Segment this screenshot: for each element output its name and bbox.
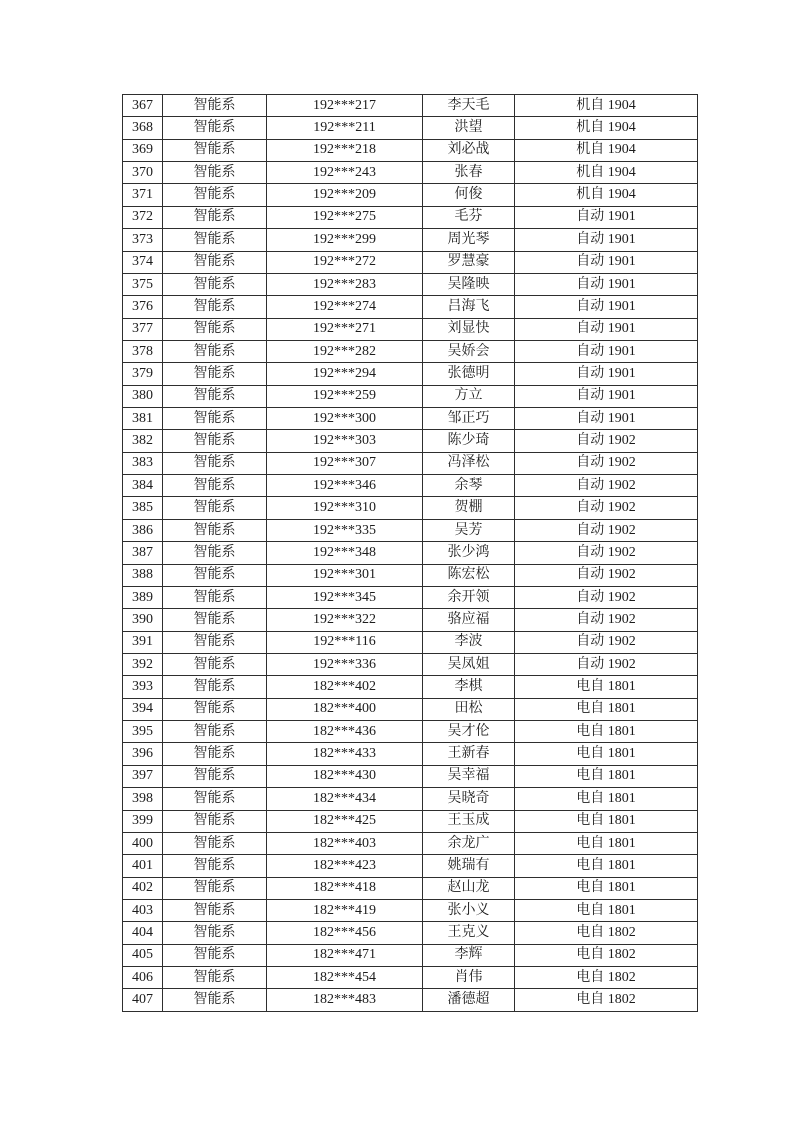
cell-row-number: 407 bbox=[123, 989, 163, 1012]
cell-department: 智能系 bbox=[163, 698, 267, 720]
cell-department: 智能系 bbox=[163, 519, 267, 541]
cell-department: 智能系 bbox=[163, 743, 267, 765]
cell-department: 智能系 bbox=[163, 363, 267, 385]
cell-class: 电自 1802 bbox=[515, 944, 698, 966]
table-row bbox=[123, 810, 698, 832]
cell-student-id: 182***456 bbox=[267, 922, 423, 944]
table-row bbox=[123, 296, 698, 318]
student-roster-body bbox=[123, 95, 698, 1012]
cell-class: 电自 1801 bbox=[515, 899, 698, 921]
table-row bbox=[123, 944, 698, 966]
cell-student-name: 刘必战 bbox=[423, 139, 515, 161]
cell-department: 智能系 bbox=[163, 273, 267, 295]
cell-student-id: 192***283 bbox=[267, 273, 423, 295]
cell-student-id: 192***299 bbox=[267, 229, 423, 251]
cell-class: 自动 1901 bbox=[515, 318, 698, 340]
cell-student-name: 李天毛 bbox=[423, 95, 515, 117]
cell-row-number: 379 bbox=[123, 363, 163, 385]
cell-row-number: 388 bbox=[123, 564, 163, 586]
table-row bbox=[123, 318, 698, 340]
cell-department: 智能系 bbox=[163, 430, 267, 452]
cell-class: 电自 1801 bbox=[515, 698, 698, 720]
table-row bbox=[123, 899, 698, 921]
table-row bbox=[123, 251, 698, 273]
cell-department: 智能系 bbox=[163, 408, 267, 430]
cell-student-id: 192***301 bbox=[267, 564, 423, 586]
cell-student-id: 192***336 bbox=[267, 653, 423, 675]
cell-student-name: 李辉 bbox=[423, 944, 515, 966]
cell-department: 智能系 bbox=[163, 564, 267, 586]
cell-class: 电自 1802 bbox=[515, 989, 698, 1012]
cell-student-name: 冯泽松 bbox=[423, 452, 515, 474]
cell-class: 电自 1801 bbox=[515, 721, 698, 743]
table-row bbox=[123, 855, 698, 877]
cell-class: 自动 1902 bbox=[515, 653, 698, 675]
cell-student-id: 182***471 bbox=[267, 944, 423, 966]
table-row bbox=[123, 922, 698, 944]
cell-student-name: 吴凤姐 bbox=[423, 653, 515, 675]
cell-row-number: 395 bbox=[123, 721, 163, 743]
cell-row-number: 399 bbox=[123, 810, 163, 832]
cell-row-number: 402 bbox=[123, 877, 163, 899]
cell-student-id: 192***275 bbox=[267, 206, 423, 228]
cell-student-id: 192***300 bbox=[267, 408, 423, 430]
table-row bbox=[123, 631, 698, 653]
table-row bbox=[123, 877, 698, 899]
cell-row-number: 373 bbox=[123, 229, 163, 251]
cell-student-id: 192***303 bbox=[267, 430, 423, 452]
cell-student-id: 192***274 bbox=[267, 296, 423, 318]
cell-row-number: 375 bbox=[123, 273, 163, 295]
cell-row-number: 400 bbox=[123, 832, 163, 854]
cell-department: 智能系 bbox=[163, 989, 267, 1012]
cell-class: 机自 1904 bbox=[515, 95, 698, 117]
cell-student-id: 192***322 bbox=[267, 609, 423, 631]
table-row bbox=[123, 452, 698, 474]
cell-department: 智能系 bbox=[163, 765, 267, 787]
cell-department: 智能系 bbox=[163, 877, 267, 899]
cell-class: 机自 1904 bbox=[515, 184, 698, 206]
table-row bbox=[123, 408, 698, 430]
cell-row-number: 398 bbox=[123, 788, 163, 810]
cell-student-id: 192***345 bbox=[267, 586, 423, 608]
cell-row-number: 378 bbox=[123, 340, 163, 362]
cell-class: 自动 1901 bbox=[515, 408, 698, 430]
cell-row-number: 387 bbox=[123, 542, 163, 564]
cell-row-number: 370 bbox=[123, 162, 163, 184]
cell-row-number: 386 bbox=[123, 519, 163, 541]
cell-department: 智能系 bbox=[163, 542, 267, 564]
cell-row-number: 393 bbox=[123, 676, 163, 698]
cell-class: 自动 1902 bbox=[515, 519, 698, 541]
cell-department: 智能系 bbox=[163, 967, 267, 989]
table-row bbox=[123, 967, 698, 989]
cell-row-number: 380 bbox=[123, 385, 163, 407]
cell-student-name: 吴隆映 bbox=[423, 273, 515, 295]
table-row bbox=[123, 765, 698, 787]
cell-student-id: 182***454 bbox=[267, 967, 423, 989]
cell-department: 智能系 bbox=[163, 340, 267, 362]
cell-department: 智能系 bbox=[163, 832, 267, 854]
cell-student-name: 田松 bbox=[423, 698, 515, 720]
cell-row-number: 403 bbox=[123, 899, 163, 921]
cell-department: 智能系 bbox=[163, 452, 267, 474]
table-row bbox=[123, 497, 698, 519]
cell-student-name: 张德明 bbox=[423, 363, 515, 385]
cell-row-number: 401 bbox=[123, 855, 163, 877]
cell-student-id: 192***271 bbox=[267, 318, 423, 340]
cell-student-name: 毛芬 bbox=[423, 206, 515, 228]
cell-student-name: 余琴 bbox=[423, 475, 515, 497]
cell-class: 机自 1904 bbox=[515, 162, 698, 184]
cell-student-name: 刘显快 bbox=[423, 318, 515, 340]
cell-department: 智能系 bbox=[163, 139, 267, 161]
cell-row-number: 381 bbox=[123, 408, 163, 430]
cell-department: 智能系 bbox=[163, 497, 267, 519]
cell-class: 自动 1902 bbox=[515, 430, 698, 452]
cell-class: 机自 1904 bbox=[515, 139, 698, 161]
cell-student-id: 192***218 bbox=[267, 139, 423, 161]
cell-row-number: 406 bbox=[123, 967, 163, 989]
table-row bbox=[123, 475, 698, 497]
cell-class: 自动 1902 bbox=[515, 542, 698, 564]
cell-student-name: 邹正巧 bbox=[423, 408, 515, 430]
cell-class: 自动 1902 bbox=[515, 564, 698, 586]
cell-student-id: 182***403 bbox=[267, 832, 423, 854]
cell-department: 智能系 bbox=[163, 117, 267, 139]
cell-student-name: 王克义 bbox=[423, 922, 515, 944]
cell-student-name: 潘德超 bbox=[423, 989, 515, 1012]
cell-student-id: 192***310 bbox=[267, 497, 423, 519]
cell-class: 电自 1801 bbox=[515, 810, 698, 832]
cell-student-id: 192***243 bbox=[267, 162, 423, 184]
cell-student-name: 吴芳 bbox=[423, 519, 515, 541]
cell-row-number: 368 bbox=[123, 117, 163, 139]
cell-department: 智能系 bbox=[163, 810, 267, 832]
cell-student-id: 192***209 bbox=[267, 184, 423, 206]
cell-student-id: 182***483 bbox=[267, 989, 423, 1012]
cell-student-id: 182***430 bbox=[267, 765, 423, 787]
cell-student-id: 182***423 bbox=[267, 855, 423, 877]
cell-class: 自动 1901 bbox=[515, 206, 698, 228]
cell-student-name: 张少鸿 bbox=[423, 542, 515, 564]
cell-row-number: 382 bbox=[123, 430, 163, 452]
cell-row-number: 374 bbox=[123, 251, 163, 273]
cell-class: 电自 1801 bbox=[515, 765, 698, 787]
cell-student-name: 骆应福 bbox=[423, 609, 515, 631]
cell-row-number: 377 bbox=[123, 318, 163, 340]
cell-student-id: 192***307 bbox=[267, 452, 423, 474]
table-row bbox=[123, 184, 698, 206]
cell-student-name: 张小义 bbox=[423, 899, 515, 921]
cell-student-name: 周光琴 bbox=[423, 229, 515, 251]
table-row bbox=[123, 430, 698, 452]
cell-student-id: 182***400 bbox=[267, 698, 423, 720]
table-row bbox=[123, 385, 698, 407]
cell-row-number: 384 bbox=[123, 475, 163, 497]
cell-class: 电自 1801 bbox=[515, 877, 698, 899]
cell-department: 智能系 bbox=[163, 318, 267, 340]
cell-row-number: 385 bbox=[123, 497, 163, 519]
table-row bbox=[123, 519, 698, 541]
cell-student-name: 方立 bbox=[423, 385, 515, 407]
table-row bbox=[123, 273, 698, 295]
cell-student-name: 余开领 bbox=[423, 586, 515, 608]
table-row bbox=[123, 542, 698, 564]
cell-class: 电自 1801 bbox=[515, 855, 698, 877]
cell-department: 智能系 bbox=[163, 788, 267, 810]
cell-student-name: 张春 bbox=[423, 162, 515, 184]
cell-student-id: 182***425 bbox=[267, 810, 423, 832]
cell-student-name: 陈宏松 bbox=[423, 564, 515, 586]
cell-student-name: 吕海飞 bbox=[423, 296, 515, 318]
cell-row-number: 367 bbox=[123, 95, 163, 117]
cell-class: 自动 1902 bbox=[515, 631, 698, 653]
table-row bbox=[123, 206, 698, 228]
cell-row-number: 383 bbox=[123, 452, 163, 474]
cell-class: 自动 1902 bbox=[515, 609, 698, 631]
cell-row-number: 371 bbox=[123, 184, 163, 206]
cell-student-id: 192***335 bbox=[267, 519, 423, 541]
cell-student-id: 192***272 bbox=[267, 251, 423, 273]
table-row bbox=[123, 743, 698, 765]
cell-class: 自动 1901 bbox=[515, 296, 698, 318]
cell-row-number: 376 bbox=[123, 296, 163, 318]
cell-student-name: 陈少琦 bbox=[423, 430, 515, 452]
cell-class: 自动 1902 bbox=[515, 586, 698, 608]
cell-student-id: 192***259 bbox=[267, 385, 423, 407]
cell-class: 机自 1904 bbox=[515, 117, 698, 139]
cell-row-number: 372 bbox=[123, 206, 163, 228]
cell-student-name: 吴晓奇 bbox=[423, 788, 515, 810]
cell-student-name: 李棋 bbox=[423, 676, 515, 698]
cell-student-name: 余龙广 bbox=[423, 832, 515, 854]
table-row bbox=[123, 139, 698, 161]
cell-student-name: 洪望 bbox=[423, 117, 515, 139]
cell-student-name: 吴才伦 bbox=[423, 721, 515, 743]
table-row bbox=[123, 162, 698, 184]
cell-row-number: 397 bbox=[123, 765, 163, 787]
cell-row-number: 396 bbox=[123, 743, 163, 765]
cell-student-id: 192***116 bbox=[267, 631, 423, 653]
cell-class: 电自 1801 bbox=[515, 743, 698, 765]
cell-student-id: 182***402 bbox=[267, 676, 423, 698]
table-row bbox=[123, 564, 698, 586]
cell-department: 智能系 bbox=[163, 653, 267, 675]
cell-department: 智能系 bbox=[163, 162, 267, 184]
cell-department: 智能系 bbox=[163, 944, 267, 966]
table-row bbox=[123, 609, 698, 631]
table-row bbox=[123, 832, 698, 854]
cell-department: 智能系 bbox=[163, 229, 267, 251]
cell-student-id: 192***294 bbox=[267, 363, 423, 385]
cell-department: 智能系 bbox=[163, 385, 267, 407]
cell-class: 电自 1802 bbox=[515, 967, 698, 989]
cell-row-number: 404 bbox=[123, 922, 163, 944]
cell-student-name: 肖伟 bbox=[423, 967, 515, 989]
cell-department: 智能系 bbox=[163, 475, 267, 497]
table-row bbox=[123, 117, 698, 139]
cell-student-id: 192***211 bbox=[267, 117, 423, 139]
cell-student-name: 王新春 bbox=[423, 743, 515, 765]
cell-student-name: 吴娇会 bbox=[423, 340, 515, 362]
cell-department: 智能系 bbox=[163, 899, 267, 921]
cell-department: 智能系 bbox=[163, 206, 267, 228]
cell-student-id: 192***348 bbox=[267, 542, 423, 564]
cell-class: 电自 1801 bbox=[515, 676, 698, 698]
cell-student-id: 192***217 bbox=[267, 95, 423, 117]
cell-student-name: 赵山龙 bbox=[423, 877, 515, 899]
cell-class: 自动 1901 bbox=[515, 385, 698, 407]
cell-student-id: 182***419 bbox=[267, 899, 423, 921]
cell-class: 自动 1902 bbox=[515, 497, 698, 519]
cell-department: 智能系 bbox=[163, 184, 267, 206]
table-row bbox=[123, 989, 698, 1012]
table-row bbox=[123, 229, 698, 251]
cell-row-number: 390 bbox=[123, 609, 163, 631]
cell-student-id: 182***436 bbox=[267, 721, 423, 743]
cell-department: 智能系 bbox=[163, 609, 267, 631]
table-row bbox=[123, 95, 698, 117]
cell-row-number: 394 bbox=[123, 698, 163, 720]
cell-row-number: 391 bbox=[123, 631, 163, 653]
cell-department: 智能系 bbox=[163, 95, 267, 117]
cell-department: 智能系 bbox=[163, 721, 267, 743]
table-row bbox=[123, 698, 698, 720]
student-roster-table bbox=[122, 94, 698, 1012]
cell-student-id: 192***346 bbox=[267, 475, 423, 497]
cell-row-number: 369 bbox=[123, 139, 163, 161]
cell-row-number: 405 bbox=[123, 944, 163, 966]
table-row bbox=[123, 788, 698, 810]
cell-student-name: 李波 bbox=[423, 631, 515, 653]
cell-student-id: 182***418 bbox=[267, 877, 423, 899]
cell-student-name: 吴幸福 bbox=[423, 765, 515, 787]
cell-student-id: 182***434 bbox=[267, 788, 423, 810]
cell-class: 自动 1901 bbox=[515, 363, 698, 385]
table-row bbox=[123, 721, 698, 743]
cell-class: 自动 1901 bbox=[515, 340, 698, 362]
cell-department: 智能系 bbox=[163, 586, 267, 608]
cell-department: 智能系 bbox=[163, 676, 267, 698]
cell-row-number: 389 bbox=[123, 586, 163, 608]
cell-student-name: 姚瑞有 bbox=[423, 855, 515, 877]
cell-class: 自动 1901 bbox=[515, 229, 698, 251]
cell-class: 电自 1802 bbox=[515, 922, 698, 944]
cell-department: 智能系 bbox=[163, 855, 267, 877]
cell-department: 智能系 bbox=[163, 296, 267, 318]
table-row bbox=[123, 340, 698, 362]
cell-department: 智能系 bbox=[163, 631, 267, 653]
cell-student-name: 罗慧豪 bbox=[423, 251, 515, 273]
cell-student-name: 贺棚 bbox=[423, 497, 515, 519]
cell-student-id: 192***282 bbox=[267, 340, 423, 362]
cell-class: 电自 1801 bbox=[515, 832, 698, 854]
cell-class: 电自 1801 bbox=[515, 788, 698, 810]
cell-department: 智能系 bbox=[163, 922, 267, 944]
cell-student-name: 何俊 bbox=[423, 184, 515, 206]
cell-row-number: 392 bbox=[123, 653, 163, 675]
cell-student-id: 182***433 bbox=[267, 743, 423, 765]
cell-class: 自动 1901 bbox=[515, 273, 698, 295]
cell-class: 自动 1901 bbox=[515, 251, 698, 273]
cell-department: 智能系 bbox=[163, 251, 267, 273]
cell-class: 自动 1902 bbox=[515, 475, 698, 497]
table-row bbox=[123, 363, 698, 385]
table-row bbox=[123, 676, 698, 698]
table-row bbox=[123, 653, 698, 675]
cell-class: 自动 1902 bbox=[515, 452, 698, 474]
cell-student-name: 王玉成 bbox=[423, 810, 515, 832]
table-row bbox=[123, 586, 698, 608]
